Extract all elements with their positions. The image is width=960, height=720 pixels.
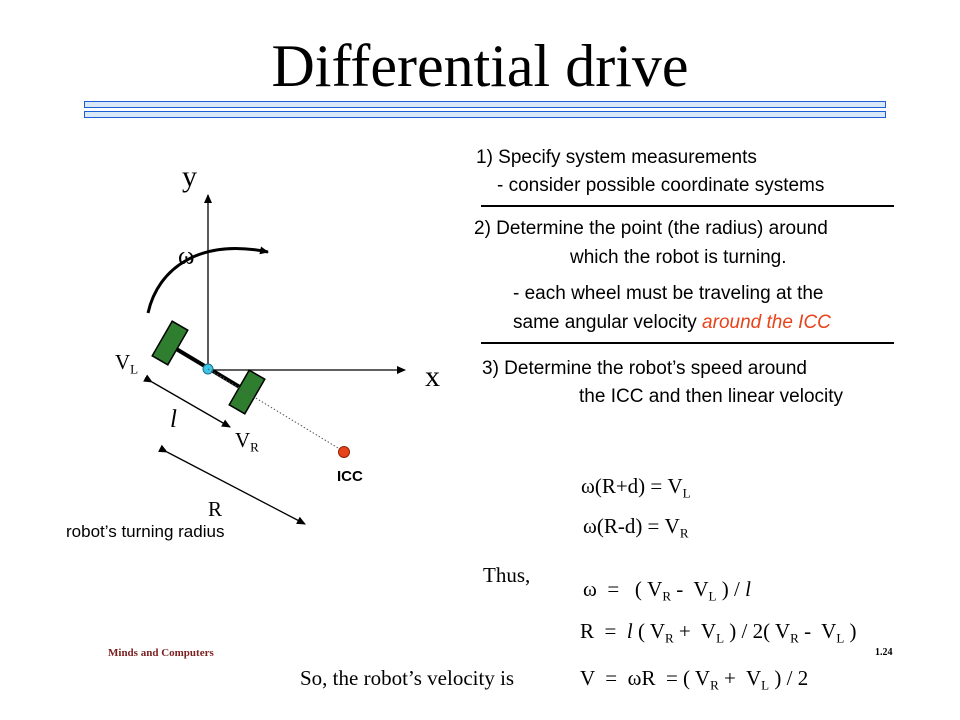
vr-label: $V_R$ <box>235 428 259 455</box>
right-wheel <box>229 370 265 414</box>
vl-label: $V_L$ <box>115 350 139 377</box>
icc-emphasis: around the ICC <box>702 312 831 333</box>
r-dimension <box>167 452 305 524</box>
omega-label: ω <box>178 243 195 270</box>
step3-line1: 3) Determine the robot’s speed around <box>482 358 807 379</box>
step2-line2: which the robot is turning. <box>570 247 787 268</box>
equation-velocity: V = ωR = ( $V_R + V_L$ ) / 2 <box>580 666 809 693</box>
step3-line2: the ICC and then linear velocity <box>579 386 844 407</box>
l-label: l <box>170 406 177 433</box>
y-axis-label: y <box>182 160 197 193</box>
equation-right-wheel: $\omega(R-d) = V_R$ <box>583 514 689 541</box>
icc-label: ICC <box>337 468 363 485</box>
left-wheel <box>152 321 188 365</box>
slide-title: Differential drive <box>271 33 689 99</box>
step2-divider <box>481 342 894 344</box>
icc-point <box>339 447 350 458</box>
step2-line1: 2) Determine the point (the radius) around <box>474 218 828 239</box>
step2-sub-line1: - each wheel must be traveling at the <box>513 283 824 304</box>
footer-course: Minds and Computers <box>108 647 214 659</box>
step2-sub-line2: same angular velocity around the ICC <box>513 312 831 333</box>
l-dimension <box>152 382 230 427</box>
x-axis-label: x <box>425 360 440 393</box>
thus-label: Thus, <box>483 563 531 587</box>
step1-line1: 1) Specify system measurements <box>476 147 757 168</box>
r-label: R <box>208 497 223 521</box>
velocity-caption: So, the robot’s velocity is <box>300 666 515 690</box>
equation-omega: ω = ( $V_R - V_L$ ) / l <box>583 577 751 604</box>
step1-line2: - consider possible coordinate systems <box>497 175 825 196</box>
equation-left-wheel: $\omega(R+d) = V_L$ <box>581 474 691 501</box>
step1-divider <box>481 205 894 207</box>
radius-caption: robot’s turning radius <box>66 522 225 541</box>
equation-radius: R = l ( $V_R + V_L$ ) / 2( $V_R - V_L$ ) <box>580 619 857 646</box>
slide-number: 1.24 <box>875 647 893 658</box>
